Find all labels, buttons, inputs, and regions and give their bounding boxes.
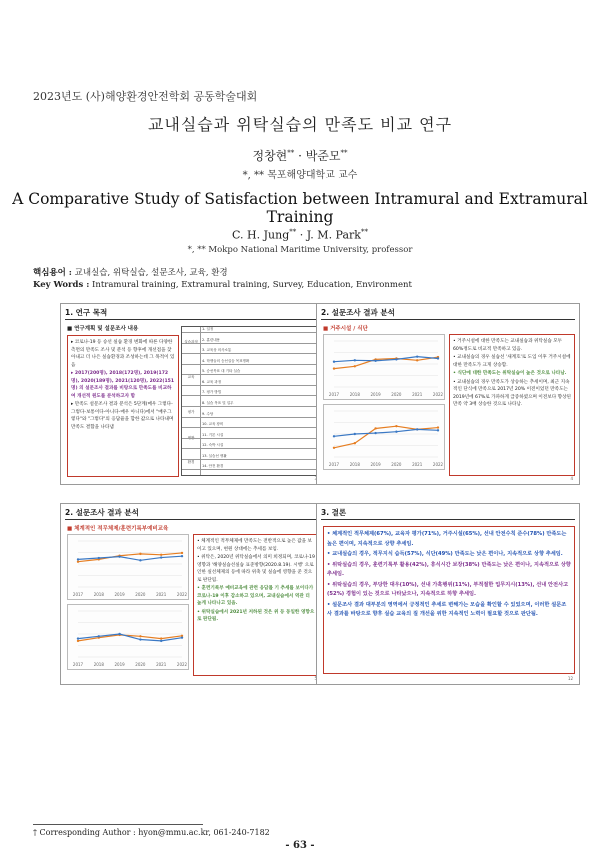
table-row: 14. 안전 환경 [182, 464, 316, 470]
data-point [98, 635, 100, 637]
diet-line-chart [324, 405, 444, 469]
data-point [354, 359, 356, 361]
data-point [77, 561, 79, 563]
table-row: 11. 기본 시설 [182, 433, 316, 439]
slide-divider [65, 319, 319, 320]
x-tick-label: 2021 [156, 592, 167, 597]
keywords-korean-label: 핵심용어 : [33, 268, 72, 278]
data-point [160, 556, 162, 558]
slide-title: 2. 설문조사 결과 분석 [321, 308, 395, 317]
keywords-korean [33, 266, 228, 278]
data-point [395, 425, 397, 427]
x-tick-label: 2020 [135, 592, 146, 597]
data-point [118, 633, 120, 635]
page-number: - 63 - [285, 840, 315, 851]
data-point [160, 640, 162, 642]
data-point [139, 638, 141, 640]
duty-system-chart [67, 534, 189, 600]
data-point [333, 435, 335, 437]
analysis-bullet: • 교내실습의 경우 만족도가 상승하는 추세이며, 최근 지속적인 단식에 만족으로 2017년 20% 이전이었던 만족도는 2019년에 67%로 가파하게 급증하였으며 이전보다 향상된 만족 약 3배 상승한 것으로 나타남. [453, 379, 571, 407]
authors-korean [0, 147, 600, 164]
data-point [181, 555, 183, 557]
data-point [139, 635, 141, 637]
x-tick-label: 2018 [349, 462, 360, 467]
data-point [374, 427, 376, 429]
table-row: 1. 일정 [182, 327, 316, 333]
data-point [374, 360, 376, 362]
table-group: 교육 [182, 357, 201, 397]
keywords-english [33, 280, 412, 290]
x-tick-label: 2020 [135, 662, 146, 667]
x-tick-label: 2021 [156, 662, 167, 667]
series-line [334, 429, 438, 436]
table-row: 5. 승선목표 대 기타 실습 [182, 369, 316, 375]
slide-conclusion [316, 503, 580, 685]
purpose-text-box [67, 335, 179, 477]
data-point [416, 428, 418, 430]
x-tick-label: 2022 [432, 392, 444, 397]
analysis-bullet: • 교내실습의 경우 실습선 '새계호'로 도입 이후 거주시설에 대한 만족도가 크게 상승함. [453, 355, 571, 368]
x-tick-label: 2019 [114, 662, 125, 667]
slide-title: 3. 결론 [321, 508, 347, 517]
data-point [118, 555, 120, 557]
data-point [160, 637, 162, 639]
analysis-bullet: • 거주시설에 대한 만족도는 교내실습과 위탁실습 모두 60%정도로 비교적 만족하고 있음. [453, 339, 563, 352]
x-tick-label: 2017 [328, 462, 340, 467]
author-1-name: 정창현 [252, 149, 288, 163]
keywords-english-label: Key Words : [33, 280, 90, 290]
footnote-rule [33, 824, 203, 825]
data-point [374, 432, 376, 434]
slide-divider [65, 519, 319, 520]
residence-line-chart [324, 335, 444, 399]
data-point [181, 636, 183, 638]
table-row: 12. 숙박 시설 [182, 443, 316, 449]
data-point [437, 357, 439, 359]
table-row: 9. 수당 [182, 412, 316, 418]
data-point [395, 431, 397, 433]
table-row: 4. 학생들의 승선실습 목표명확 [182, 359, 316, 365]
data-point [181, 552, 183, 554]
conclusion-bullet: • 교내실습의 경우, 적무지식 습득(57%), 식단(49%) 만족도는 낮은 편이나, 지속적으로 상향 추세임. [327, 551, 563, 557]
record-book-line-chart [68, 605, 188, 669]
keywords-english-text: Intramural training, Extramural training, Survey, Education, Environment [89, 280, 412, 290]
analysis-bullet: • 훈련기록부 예비교육에 관련 응답률 기 추세를 보이다가 코로나-19 이후 감소하고 있으며, 교내실습에서 역관 더 높게 나타나고 있음. [197, 586, 314, 606]
author-1-mark-en: ** [289, 228, 297, 236]
slide-page-number: 4 [570, 476, 573, 481]
conclusion-bullet: • 체계적인 적무체제(67%), 교육자 평가(71%), 거주시설(65%), 선내 안전수칙 준수(78%) 만족도는 높은 편이며, 지속적으로 상향 추세임. [327, 531, 567, 547]
table-row: 10. 교육 장비 [182, 422, 316, 428]
data-point [139, 553, 141, 555]
survey-items-table [181, 326, 317, 476]
x-tick-label: 2019 [114, 592, 125, 597]
diet-chart [323, 404, 445, 470]
x-tick-label: 2022 [176, 592, 188, 597]
x-tick-label: 2018 [93, 662, 104, 667]
analysis-bullet: • 식단에 대한 만족도는 위탁실습이 높은 것으로 나타남. [453, 371, 567, 376]
x-tick-label: 2022 [176, 662, 188, 667]
table-row: 6. 교육 과정 [182, 380, 316, 386]
purpose-bullet: ▸ 코로나-19 등 승선 실습 환경 변화에 따른 다양한 측면의 만족도 조사 및 분석 등 향후에 개선점을 찾아내고 더 나은 실습환경과 조성하는데 그 목적이 있음 [71, 340, 175, 368]
affiliation-korean: *, ** 목포해양대학교 교수 [242, 170, 358, 181]
slide-subtitle: ■ 체계적인 적무체제/훈련기록부예비교육 [67, 526, 169, 532]
slide-subtitle: ■ 거주시설 / 식단 [323, 326, 368, 332]
duty-text-box [193, 534, 319, 676]
data-point [416, 355, 418, 357]
table-group: 환경 [182, 449, 201, 475]
conclusion-bullet: • 설문조사 결과 대부분의 영역에서 긍정적인 추세로 변해가는 모습을 확인할 수 있었으며, 이러한 설문조사 결과를 바탕으로 향후 실습 교육의 질 개선을 위한 지속적인 노력이 필요할 것으로 판단됨. [327, 601, 567, 617]
series-line [334, 357, 438, 369]
footnote: † Corresponding Author : hyon@mmu.ac.kr, 061-240-7182 [33, 828, 270, 837]
table-group: 실습과정 [182, 327, 201, 357]
analysis-bullet: • 위탁은, 2020년 위탁실습에서 의미 희정되며, 코로나-19 영향과 '해양실습선실습 표준방향(2020.8.19). 시행' 으로 인한 실선체제의 등에 따라 위축 및 실습에 영향을 준 것으로 판단됨. [197, 555, 315, 583]
data-point [437, 429, 439, 431]
authors-english [0, 228, 600, 242]
data-point [354, 442, 356, 444]
author-1-mark: ** [287, 149, 295, 157]
keywords-korean-text: 교내실습, 위탁실습, 설문조사, 교육, 환경 [71, 268, 228, 278]
data-point [395, 358, 397, 360]
residence-text-box [449, 334, 575, 476]
affiliation-english: *, ** Mokpo National Maritime University, professor [187, 245, 413, 255]
x-tick-label: 2022 [432, 462, 444, 467]
data-point [416, 359, 418, 361]
x-tick-label: 2019 [370, 392, 381, 397]
data-point [354, 433, 356, 435]
data-point [77, 558, 79, 560]
x-tick-label: 2020 [391, 392, 402, 397]
data-point [77, 640, 79, 642]
conclusion-bullet: • 위탁실습의 경우, 훈련기록부 활용(42%), 휴식시간 보장(38%) 만족도는 낮은 편이나, 지속적으로 상향 추세임. [327, 561, 571, 577]
title-english: A Comparative Study of Satisfaction between Intramural and Extramural Training [12, 190, 588, 226]
analysis-bullet: • 체계적인 적무체제에 만족도는 전반적으로 높은 값을 보이고 있으며, 현원 상대에는 추세를 보임. [197, 539, 312, 552]
data-point [98, 557, 100, 559]
analysis-bullet: • 위탁실습에서 2021년 저하된 것은 위 등 동일한 영향으로 판단됨. [197, 609, 315, 622]
record-book-chart [67, 604, 189, 670]
x-tick-label: 2018 [93, 592, 104, 597]
data-point [77, 637, 79, 639]
slide-research-purpose [60, 303, 324, 485]
x-tick-label: 2021 [412, 462, 423, 467]
conference-header: 2023년도 (사)해양환경안전학회 공동학술대회 [33, 90, 258, 103]
residence-chart [323, 334, 445, 400]
data-point [354, 365, 356, 367]
x-tick-label: 2017 [328, 392, 340, 397]
author-2-name: · 박준모 [294, 149, 341, 163]
x-tick-label: 2021 [412, 392, 423, 397]
slide-subtitle: ■ 연구계획 및 설문조사 내용 [67, 326, 139, 332]
slide-residence-diet [316, 303, 580, 485]
table-row: 13. 실습선 생활 [182, 454, 316, 460]
data-point [333, 367, 335, 369]
data-point [437, 426, 439, 428]
purpose-bullet: ▸ 만족도 설문조사 결과 분석은 5단계(매우 그렇다-그렇다-보통이다-아니다-매우 아니다)에서 "매우그렇다"와 "그렇다"의 응답율을 합한 값으로 나타내며 만족도 결함을 나타냄 [71, 402, 174, 430]
table-row: 7. 평가 방법 [182, 390, 316, 396]
x-tick-label: 2019 [370, 462, 381, 467]
data-point [333, 447, 335, 449]
duty-system-line-chart [68, 535, 188, 599]
slide-duty-system [60, 503, 324, 685]
author-2-mark-en: ** [360, 228, 368, 236]
author-2-name-en: · J. M. Park [296, 228, 361, 242]
title-korean: 교내실습과 위탁실습의 만족도 비교 연구 [147, 115, 453, 134]
data-point [160, 554, 162, 556]
author-2-mark: ** [340, 149, 348, 157]
purpose-bullet: ▸ 2017(200명), 2018(172명), 2019(172명), 2020(189명), 2021(120명), 2022(151명) 의 설문조사 결과를 비탕으로 만족도를 비교하여 개선적 원도를 분석하고자 함 [71, 371, 175, 399]
table-row: 8. 실습 목표 및 업무 [182, 401, 316, 407]
slide-title: 2. 설문조사 결과 분석 [65, 508, 139, 517]
slide-divider [321, 319, 575, 320]
x-tick-label: 2020 [391, 462, 402, 467]
table-row: 3. 교육상 의사소통 [182, 348, 316, 354]
x-tick-label: 2017 [72, 662, 84, 667]
x-tick-label: 2017 [72, 592, 84, 597]
table-group: 평가 [182, 397, 201, 427]
conclusion-text-box [323, 526, 575, 674]
slide-page-number: 12 [567, 676, 573, 681]
slide-divider [321, 519, 575, 520]
author-1-name-en: C. H. Jung [232, 228, 290, 242]
conclusion-bullet: • 위탁실습의 경우, 부당한 대우(10%), 선내 가혹행위(11%), 부적절한 업무지시(13%), 선내 안전사고(52%) 경험이 있는 것으로 나타났으나, 지속적으로 하향 추세임. [327, 581, 569, 597]
slide-title: 1. 연구 목적 [65, 308, 108, 317]
data-point [139, 559, 141, 561]
table-row: 2. 훈련내용 [182, 338, 316, 344]
x-tick-label: 2018 [349, 392, 360, 397]
data-point [333, 361, 335, 363]
table-group: 생활 [182, 427, 201, 449]
